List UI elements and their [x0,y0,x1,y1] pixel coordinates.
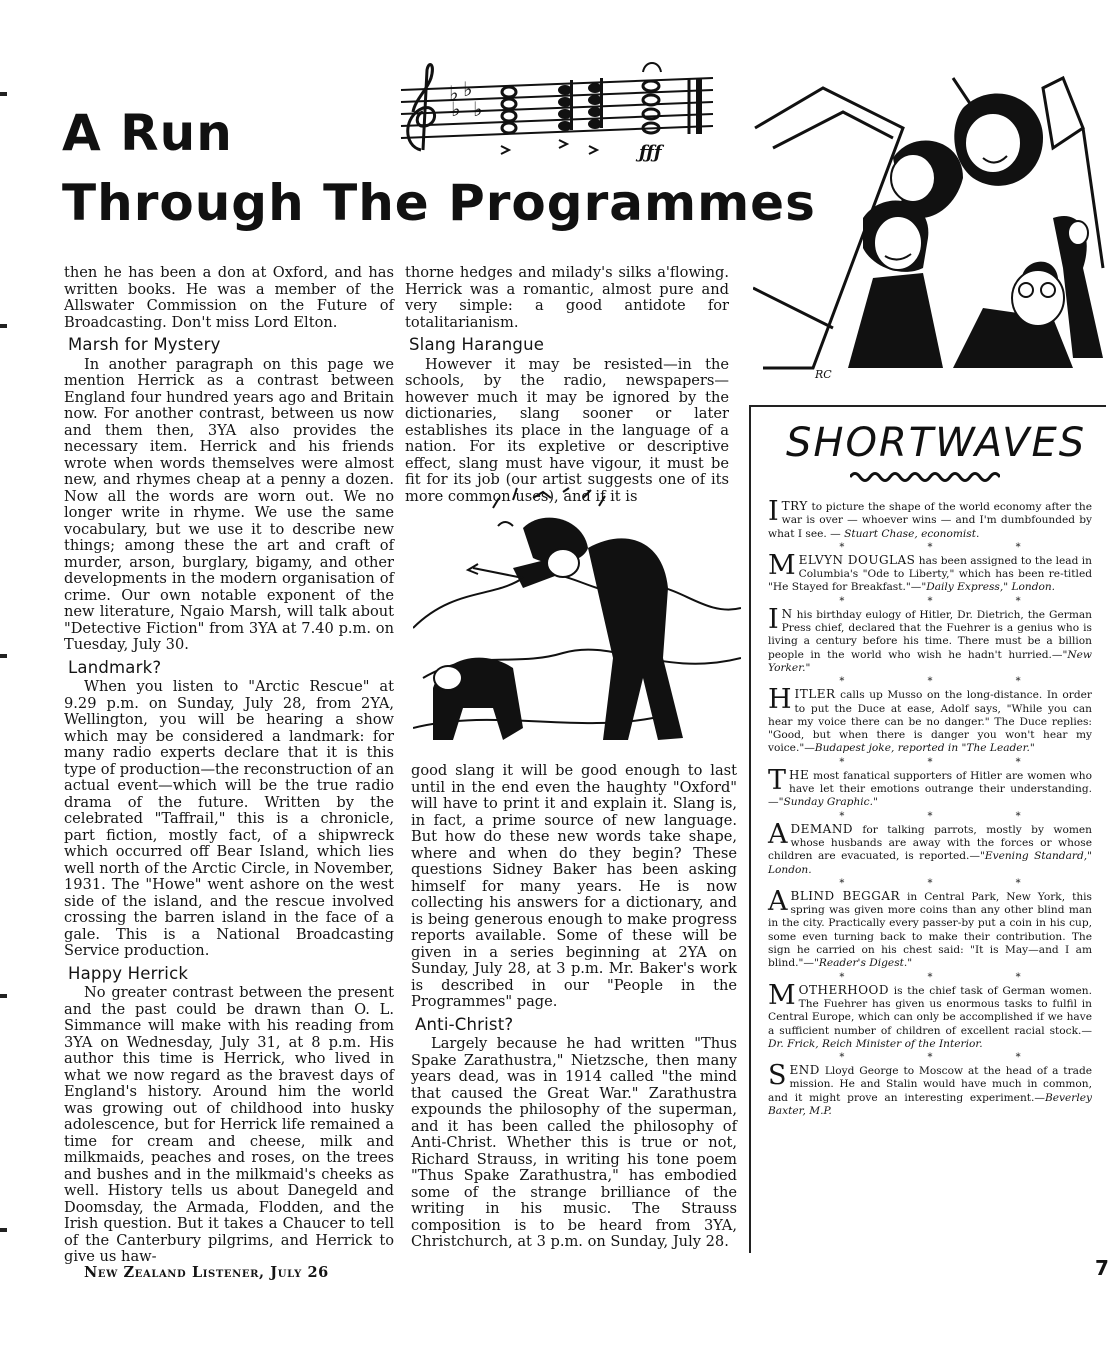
item-text: Lloyd George to Moscow at the head of a trade mission. He and Stalin would have much in common, and it might prove an interesting experiment.— [768,1065,1092,1104]
item-lead: END [789,1063,820,1078]
item-source: "Daily Express," London. [921,581,1056,594]
drop-cap: M [768,549,796,581]
item-source: Budapest joke, reported in "The Leader." [814,742,1035,755]
footer-masthead: New Zealand Listener, July 26 [84,1264,329,1281]
item-text: to picture the shape of the world economy after the war is over — whoever wins — and I'm dumbfounded by what I see. — [768,501,1092,540]
item-text: most fanatical supporters of Hitler are women who have let their emotions outrange their understanding.— [768,769,1092,809]
item-lead: OTHERHOOD [798,982,890,997]
item-text: is the chief task of German women. The Fuehrer has given us enormous tasks to fulfil in Central Europe, which can only be accomplished if we have a sufficient number of children of excellent racial stock.— [768,984,1092,1037]
shortwave-item [768,684,1092,755]
shortwaves-list [768,496,1092,1118]
drop-cap: I [768,496,779,527]
music-staff-illustration [393,50,718,170]
drop-cap: H [768,684,792,716]
paragraph: good slang it will be good enough to last until in the end even the haughty "Oxford" will have to print it and explain it. Slang is, in fact, a prime source of new language. But how do these new words take shape, where and when do they begin? These questions Sidney Baker has been asking himself for many years. He is now collecting his answers for a dictionary, and is being generous enough to make progress reports available. Some of these will be given in a series beginning at 2YA on Sunday, July 28, at 3 p.m. Mr. Baker's work is described in our "People in the Programmes" page. [411,762,737,1010]
drop-cap: A [768,818,788,850]
item-source: "Reader's Digest." [814,957,913,970]
shortwave-item [768,818,1092,877]
drop-cap: T [768,764,787,796]
drop-cap: I [768,603,779,635]
shortwave-item [768,764,1092,810]
svg-text:♭: ♭ [449,81,459,105]
svg-text:♭: ♭ [473,97,483,121]
shortwave-item [768,979,1092,1051]
paragraph: Largely because he had written "Thus Spake Zarathustra," Nietzsche, then many years dead, was in 1914 called "the mind that caused the Great War." Zarathustra expounds the philosophy of the superman, and it has been called the philosophy of Anti-Christ. Whether this is true or not, Richard Strauss, in writing his tone poem "Thus Spake Zarathustra," has embodied some of the strange brilliance of the writing in his music. The Strauss composition is to be heard from 3YA, Christchurch, at 3 p.m. on Sunday, July 28. [411,1035,737,1250]
separator-stars: * * * [839,1052,1061,1064]
item-text: has been assigned to the lead in Columbia's "Ode to Liberty," which has been re-titled "He Stayed for Breakfast."— [768,554,1092,594]
svg-text:♭: ♭ [451,97,461,121]
radio-personalities-illustration [753,68,1113,390]
section-heading: Landmark? [68,657,162,677]
separator-stars: * * * [839,756,1061,768]
section-heading: Slang Harangue [409,335,545,354]
margin-mark [0,1228,7,1232]
drop-cap: S [768,1060,787,1092]
item-lead: BLIND BEGGAR [790,888,901,903]
shortwave-item [768,1060,1092,1118]
paragraph: No greater contrast between the present and the past could be drawn than O. L. Simmance will make with his reading from 3YA on Wednesday, July 31, at 8 p.m. His author this time is Herrick, who lived in what we now regard as the bravest days of England's history. Around him the world was growing out of childhood into husky adolescence, but for Herrick life remained a time for cream and cheese, milk and milkmaids, peaches and roses, on the trees and bushes and in the milkmaid's cheeks as well. History tells us about Danegeld and Doomsday, the Armada, Flodden, and the Irish question. But it takes a Chaucer to tell of the Canterbury pilgrims, and Herrick to give us haw- [64,984,394,1265]
item-lead: TRY [781,499,808,513]
page-title-line-2: Through The Programmes [62,174,816,232]
shortwave-item [768,549,1092,595]
separator-stars: * * * [839,676,1061,688]
page-number: 7 [1095,1256,1109,1280]
item-source: Beverley Baxter, M.P. [768,1091,1092,1117]
item-source: "Evening Standard," London. [768,850,1092,876]
drop-cap: A [768,885,788,917]
separator-stars: * * * [839,541,1061,553]
wavy-line-icon [850,470,1000,484]
item-text: for talking parrots, mostly by women whose husbands are away with the forces or whose children are evacuated, is reported.— [768,823,1092,863]
section-heading: Marsh for Mystery [68,335,221,354]
item-source: "Sunday Graphic." [778,796,878,809]
article-column-2-top [405,265,729,505]
paragraph: However it may be resisted—in the schools, by the radio, newspapers—however much it may be ignored by the dictionaries, slang sooner or later establishes its place in the language of a nation. For its expletive or descriptive effect, slang must have vigour, it must be fit for its job (our artist suggests one of its more common uses), and if it is [405,355,729,505]
svg-text:♭: ♭ [463,77,473,101]
shortwaves-title: SHORTWAVES [786,420,1087,466]
paragraph: then he has been a don at Oxford, and has written books. He was a member of the Allswater Commission on the Future of Broadcasting. Don't miss Lord Elton. [64,264,394,331]
item-lead: HE [789,767,810,782]
margin-mark [0,324,7,328]
item-lead: DEMAND [790,821,853,836]
section-heading: Anti-Christ? [415,1014,514,1034]
item-text: calls up Musso on the long-distance. In order to put the Duce at ease, Adolf says, "While you can hear my voice there can be no danger." The Duce replies: "Good, but when there is danger you won't hear my voice."— [768,689,1092,755]
item-lead: N [781,606,793,621]
item-lead: ELVYN DOUGLAS [798,552,916,567]
shortwave-item [768,885,1092,971]
svg-text:RC: RC [815,368,832,381]
item-source: Dr. Frick, Reich Minister of the Interior. [768,1037,983,1050]
separator-stars: * * * [839,877,1061,889]
paragraph: When you listen to "Arctic Rescue" at 9.29 p.m. on Sunday, July 28, from 2YA, Wellington, you will be hearing a show which may be considered a landmark: for many radio experts declare that it is this type of production—the reconstruction of an actual event—which will be the true radio drama of the future. Written by the celebrated "Taffrail," this is a chronicle, part fiction, mostly fact, of a shipwreck which occurred off Bear Island, which lies well north of the Arctic Circle, in November, 1931. The "Howe" went ashore on the west side of the island, and the rescue involved crossing the barren island in the face of a gale. This is a National Broadcasting Service production. [64,678,394,959]
section-heading: Happy Herrick [68,963,189,983]
item-text: in Central Park, New York, this spring was given more coins than any other blind man in the city. Practically every passer-by put a coin in his cup, some even turning back to make their contribution. The sign he carried on his chest said: "It is May—and I am blind."— [768,890,1092,970]
shortwave-item [768,603,1092,675]
article-column-1 [64,265,394,1266]
separator-stars: * * * [839,595,1061,607]
margin-mark [0,654,7,658]
item-source: "New Yorker." [768,648,1092,674]
item-source: Stuart Chase, economist. [844,527,980,540]
separator-stars: * * * [839,810,1061,822]
slang-cartoon-illustration [413,478,741,760]
drop-cap: M [768,979,796,1011]
shortwave-item [768,496,1092,541]
svg-text:ƒƒƒ: ƒƒƒ [639,142,662,163]
paragraph: In another paragraph on this page we mention Herrick as a contrast between England four hundred years ago and Britain now. For another contrast, between us now and them then, 3YA also provides the necessary item. Herrick and his friends wrote when words themselves were almost new, and rhymes cheap at a penny a dozen. Now all the words are worn out. We no longer write in rhyme. We use the same vocabulary, but we use it to describe new things; among these the art and craft of murder, arson, burglary, bigamy, and other developments in the modern organisation of crime. Our own notable exponent of the new literature, Ngaio Marsh, will talk about "Detective Fiction" from 3YA at 7.40 p.m. on Tuesday, July 30. [64,355,394,653]
article-column-2-bottom [411,763,737,1251]
margin-mark [0,92,7,96]
page-title-line-1: A Run [62,104,233,162]
paragraph: thorne hedges and milady's silks a'flowing. Herrick was a romantic, almost pure and very simple: a good antidote for totalitarianism. [405,264,729,331]
item-text: his birthday eulogy of Hitler, Dr. Dietrich, the German Press chief, declared that the Fuehrer is a genius who is living a century before his time. There must be a billion people in the world who wish he hadn't hurried.— [768,608,1092,661]
margin-mark [0,994,7,998]
item-lead: ITLER [794,687,836,702]
separator-stars: * * * [839,971,1061,983]
